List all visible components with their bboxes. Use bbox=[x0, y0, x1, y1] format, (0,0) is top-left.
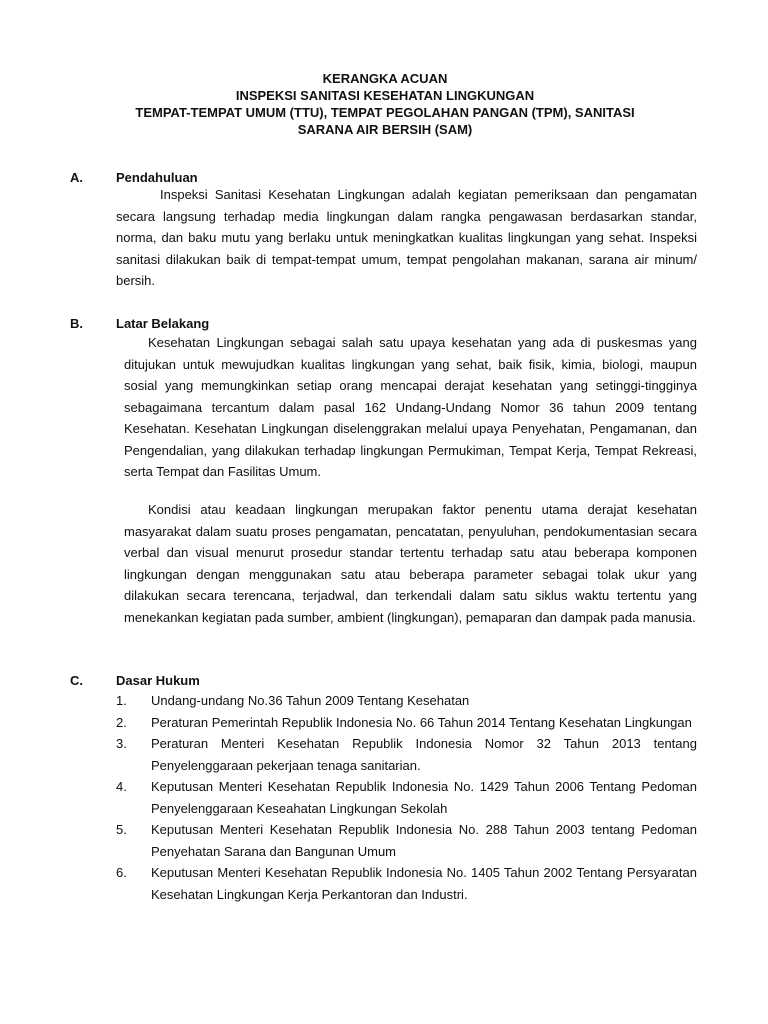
list-item bbox=[116, 819, 697, 862]
list-item bbox=[116, 776, 697, 819]
section-c-title: Dasar Hukum bbox=[116, 673, 200, 688]
section-b-letter: B. bbox=[70, 316, 83, 331]
list-item bbox=[116, 862, 697, 905]
list-item bbox=[116, 712, 697, 734]
list-item-text: Keputusan Menteri Kesehatan Republik Indonesia No. 1405 Tahun 2002 Tentang Persyaratan Kesehatan Lingkungan Kerja Perkantoran dan Industri. bbox=[151, 865, 697, 902]
title-line-1: KERANGKA ACUAN bbox=[322, 71, 448, 86]
section-a-paragraph: Inspeksi Sanitasi Kesehatan Lingkungan adalah kegiatan pemeriksaan dan pengamatan secara langsung terhadap media lingkungan dalam rangka pengawasan berdasarkan standar, norma, dan baku mutu yang berlaku untuk meningkatkan kualitas lingkungan yang sehat. Inspeksi sanitasi dilakukan baik di tempat-tempat umum, tempat pengolahan makanan, sarana air minum/ bersih. bbox=[116, 187, 697, 288]
section-b-heading bbox=[70, 315, 209, 332]
section-b-title: Latar Belakang bbox=[116, 316, 210, 331]
title-line-3: TEMPAT-TEMPAT UMUM (TTU), TEMPAT PEGOLAHAN PANGAN (TPM), SANITASI bbox=[135, 105, 635, 120]
list-item-text: Keputusan Menteri Kesehatan Republik Indonesia No. 1429 Tahun 2006 Tentang Pedoman Penyelenggaraan Keseahatan Lingkungan Sekolah bbox=[151, 779, 697, 816]
title-line-4: SARANA AIR BERSIH (SAM) bbox=[297, 122, 473, 137]
section-b-paragraph-2: Kondisi atau keadaan lingkungan merupakan faktor penentu utama derajat kesehatan masyarakat dalam suatu proses pengamatan, pencatatan, penyuluhan, pendokumentasian secara verbal dan visual menurut prosedur standar tertentu terhadap satu atau beberapa komponen lingkungan dengan menggunakan satu atau beberapa parameter sebagai tolak ukur yang dilakukan secara terencana, terjadwal, dan terkendali dalam satu siklus waktu tertentu yang menekankan kegiatan pada sumber, ambient (lingkungan), pemaparan dan dampak pada manusia. bbox=[124, 502, 697, 625]
list-item-number: 3. bbox=[116, 736, 127, 751]
list-item-text: Undang-undang No.36 Tahun 2009 Tentang Kesehatan bbox=[151, 693, 470, 708]
title-line-2: INSPEKSI SANITASI KESEHATAN LINGKUNGAN bbox=[235, 88, 535, 103]
section-c-heading bbox=[70, 672, 200, 689]
list-item-number: 6. bbox=[116, 865, 127, 880]
section-b-paragraph-1: Kesehatan Lingkungan sebagai salah satu upaya kesehatan yang ada di puskesmas yang ditujukan untuk mewujudkan kualitas lingkungan yang sehat, baik fisik, kimia, biologi, maupun sosial yang memungkinkan setiap orang mencapai derajat kesehatan yang setinggi-tingginya sebagaimana tercantum dalam pasal 162 Undang-Undang Nomor 36 tahun 2009 tentang Kesehatan. Kesehatan Lingkungan diselenggrakan melalui upaya Penyehatan, Pengamanan, dan Pengendalian, yang dilakukan terhadap lingkungan Permukiman, Tempat Kerja, Tempat Rekreasi, serta Tempat dan Fasilitas Umum. bbox=[124, 335, 697, 479]
list-item-text: Keputusan Menteri Kesehatan Republik Indonesia No. 288 Tahun 2003 tentang Pedoman Penyehatan Sarana dan Bangunan Umum bbox=[151, 822, 697, 859]
section-c-letter: C. bbox=[70, 673, 83, 688]
list-item-text: Peraturan Pemerintah Republik Indonesia No. 66 Tahun 2014 Tentang Kesehatan Lingkungan bbox=[151, 714, 692, 730]
list-item bbox=[116, 733, 697, 776]
list-item-number: 2. bbox=[116, 714, 127, 730]
list-item-number: 5. bbox=[116, 822, 127, 837]
document-title bbox=[70, 70, 700, 138]
section-a-letter: A. bbox=[70, 170, 83, 185]
legal-basis-list bbox=[116, 690, 697, 905]
list-item-text: Peraturan Menteri Kesehatan Republik Indonesia Nomor 32 Tahun 2013 tentang Penyelenggaraan pekerjaan tenaga sanitarian. bbox=[151, 736, 697, 773]
list-item bbox=[116, 690, 697, 712]
list-item-number: 1. bbox=[116, 693, 127, 708]
section-a-title: Pendahuluan bbox=[116, 170, 198, 185]
list-item-number: 4. bbox=[116, 779, 127, 794]
